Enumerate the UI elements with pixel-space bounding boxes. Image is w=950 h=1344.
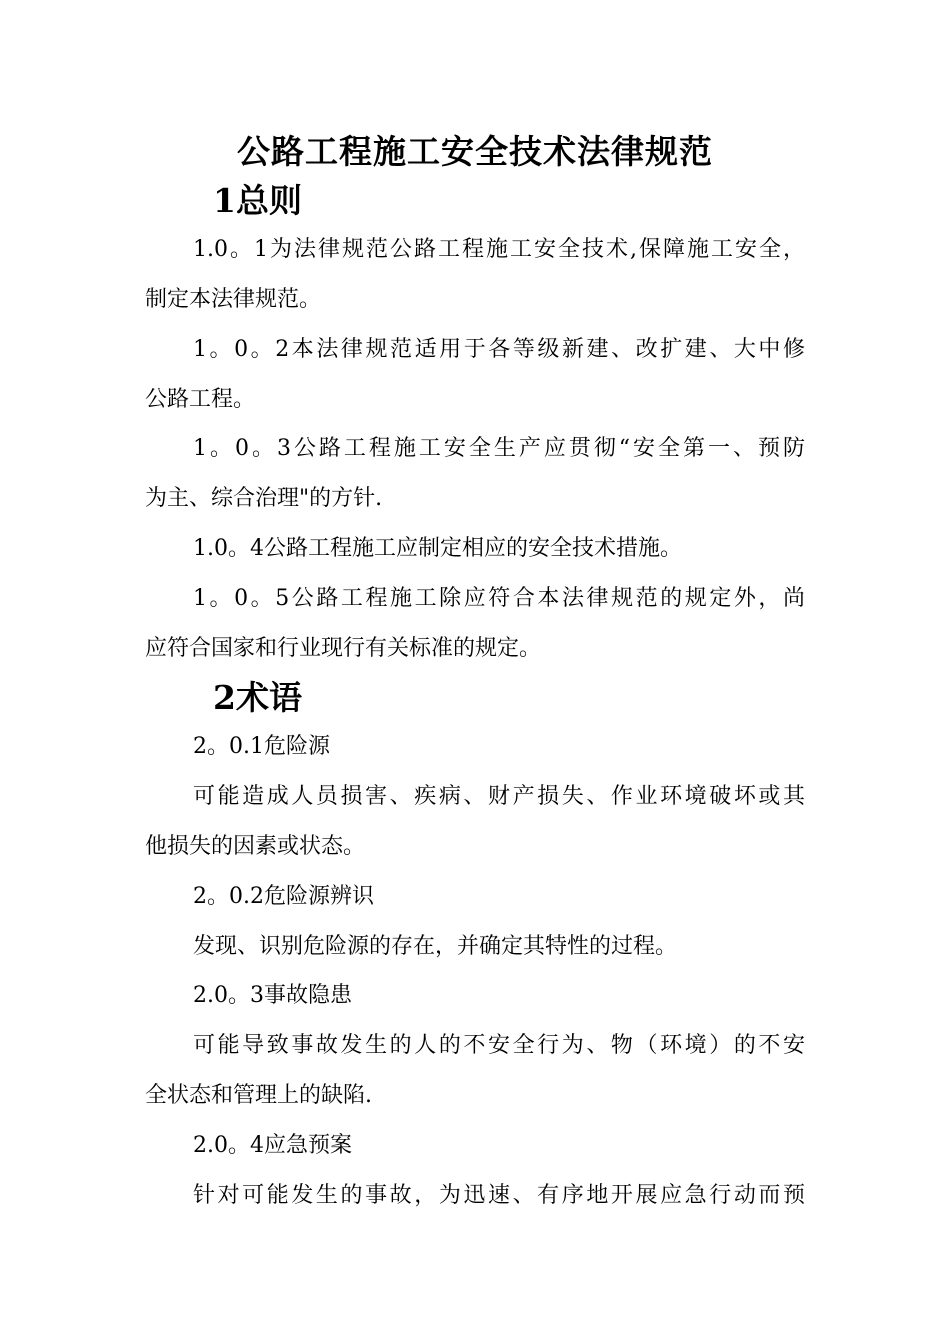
clause-1-0-3-line1: 1。0。3公路工程施工安全生产应贯彻“安全第一、预防 bbox=[193, 436, 805, 461]
term-2-0-2: 2。0.2危险源辨识 bbox=[193, 884, 374, 909]
term-2-0-1-definition-line2: 他损失的因素或状态。 bbox=[145, 834, 366, 859]
clause-1-0-5-line1: 1。0。5公路工程施工除应符合本法律规范的规定外，尚 bbox=[193, 586, 805, 611]
document-title: 公路工程施工安全技术法律规范 bbox=[237, 132, 713, 171]
clause-1-0-3-line2: 为主、综合治理"的方针. bbox=[145, 486, 383, 511]
clause-1-0-2-line1: 1。0。2本法律规范适用于各等级新建、改扩建、大中修 bbox=[193, 337, 805, 362]
term-2-0-3: 2.0。3事故隐患 bbox=[193, 983, 352, 1008]
clause-1-0-1-line2: 制定本法律规范。 bbox=[145, 287, 322, 312]
term-2-0-1-definition-line1: 可能造成人员损害、疾病、财产损失、作业环境破坏或其 bbox=[193, 784, 805, 809]
clause-1-0-4-line1: 1.0。4公路工程施工应制定相应的安全技术措施。 bbox=[193, 536, 682, 561]
clause-1-0-1-line1: 1.0。1为法律规范公路工程施工安全技术,保障施工安全， bbox=[193, 237, 805, 262]
section-heading-general: 1总则 bbox=[213, 181, 302, 220]
section-heading-terms: 2术语 bbox=[213, 678, 302, 717]
term-2-0-3-definition-line2: 全状态和管理上的缺陷. bbox=[145, 1083, 372, 1108]
term-2-0-4-definition-line1: 针对可能发生的事故，为迅速、有序地开展应急行动而预 bbox=[193, 1183, 805, 1208]
clause-1-0-5-line2: 应符合国家和行业现行有关标准的规定。 bbox=[145, 636, 542, 661]
term-2-0-3-definition-line1: 可能导致事故发生的人的不安全行为、物（环境）的不安 bbox=[193, 1033, 805, 1058]
term-2-0-1: 2。0.1危险源 bbox=[193, 734, 330, 759]
clause-1-0-2-line2: 公路工程。 bbox=[145, 387, 256, 412]
term-2-0-4: 2.0。4应急预案 bbox=[193, 1133, 352, 1158]
term-2-0-2-definition-line1: 发现、识别危险源的存在，并确定其特性的过程。 bbox=[193, 934, 678, 959]
